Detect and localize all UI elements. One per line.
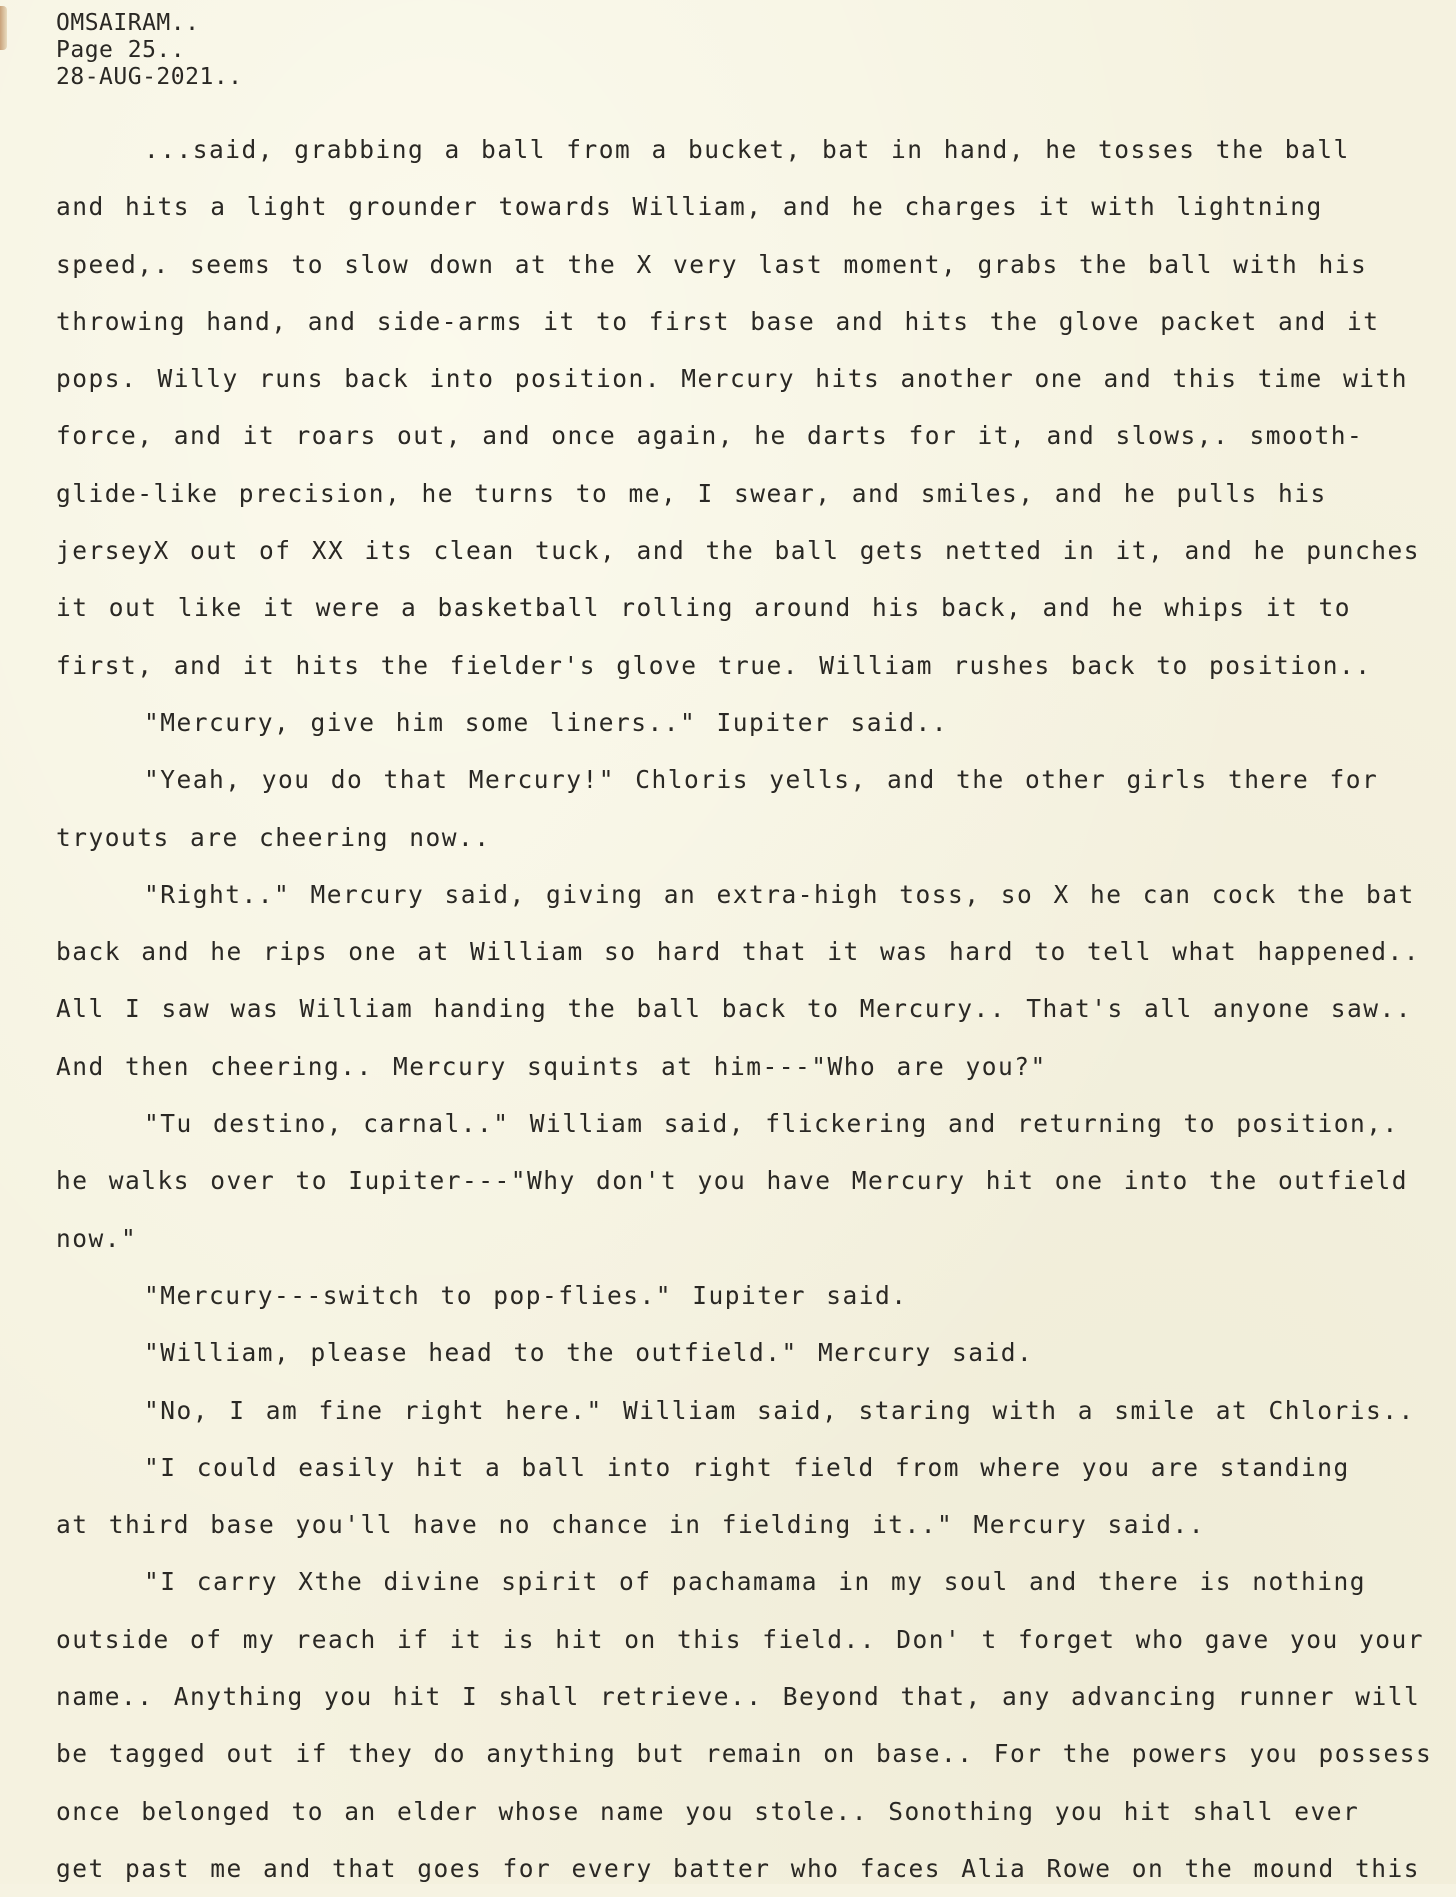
text-line: speed,. seems to slow down at the X very last moment, grabs the ball with his bbox=[56, 249, 1368, 279]
text-line: at third base you'll have no chance in fielding it.." Mercury said.. bbox=[56, 1510, 1206, 1540]
text-line: he walks over to Iupiter---"Why don't you have Mercury hit one into the outfield bbox=[56, 1166, 1409, 1196]
text-line: force, and it roars out, and once again, he darts for it, and slows,. smooth- bbox=[56, 421, 1364, 451]
text-line: "William, please head to the outfield." Mercury said. bbox=[144, 1338, 1034, 1368]
text-line: back and he rips one at William so hard that it was hard to tell what happened.. bbox=[56, 937, 1421, 967]
text-line: be tagged out if they do anything but remain on base.. For the powers you possess bbox=[56, 1739, 1433, 1769]
text-line: "Right.." Mercury said, giving an extra-high toss, so X he can cock the bat bbox=[144, 879, 1415, 909]
header-page-number: Page 25.. bbox=[56, 37, 186, 63]
text-line: first, and it hits the fielder's glove true. William rushes back to position.. bbox=[56, 650, 1372, 680]
text-line: glide-like precision, he turns to me, I swear, and smiles, and he pulls his bbox=[56, 478, 1327, 508]
text-line: All I saw was William handing the ball back to Mercury.. That's all anyone saw.. bbox=[56, 994, 1413, 1024]
page-header bbox=[56, 10, 243, 91]
header-title: OMSAIRAM.. bbox=[56, 10, 200, 36]
text-line: ...said, grabbing a ball from a bucket, bat in hand, he tosses the ball bbox=[144, 135, 1350, 164]
manuscript-body bbox=[56, 121, 1436, 1897]
text-line: "I could easily hit a ball into right field from where you are standing bbox=[144, 1452, 1350, 1482]
text-line: get past me and that goes for every batter who faces Alia Rowe on the mound this bbox=[56, 1853, 1421, 1883]
text-line: name.. Anything you hit I shall retrieve.. Beyond that, any advancing runner will bbox=[56, 1682, 1421, 1712]
header-date: 28-AUG-2021.. bbox=[56, 64, 243, 90]
text-line: pops. Willy runs back into position. Mercury hits another one and this time with bbox=[56, 364, 1409, 394]
text-line: "No, I am fine right here." William said, staring with a smile at Chloris.. bbox=[144, 1395, 1415, 1425]
text-line: tryouts are cheering now.. bbox=[56, 822, 491, 852]
text-line: and hits a light grounder towards William, and he charges it with lightning bbox=[56, 192, 1323, 222]
text-line: throwing hand, and side-arms it to first base and hits the glove packet and it bbox=[56, 306, 1380, 336]
text-line: "Mercury---switch to pop-flies." Iupiter said. bbox=[144, 1280, 908, 1310]
text-line: "I carry Xthe divine spirit of pachamama in my soul and there is nothing bbox=[144, 1567, 1367, 1597]
text-line: And then cheering.. Mercury squints at him---"Who are you?" bbox=[56, 1051, 1047, 1081]
text-line: outside of my reach if it is hit on this field.. Don' t forget who gave you your bbox=[56, 1624, 1425, 1654]
paper-edge-stain bbox=[0, 6, 7, 50]
text-line: "Mercury, give him some liners.." Iupiter said.. bbox=[144, 707, 949, 737]
text-line: "Tu destino, carnal.." William said, flickering and returning to position,. bbox=[144, 1109, 1399, 1139]
text-line: it out like it were a basketball rolling around his back, and he whips it to bbox=[56, 593, 1352, 623]
text-line: jerseyX out of XX its clean tuck, and the ball gets netted in it, and he punches bbox=[56, 536, 1421, 566]
text-line: now." bbox=[56, 1223, 138, 1253]
text-line: "Yeah, you do that Mercury!" Chloris yells, and the other girls there for bbox=[144, 765, 1379, 795]
text-line: once belonged to an elder whose name you stole.. Sonothing you hit shall ever bbox=[56, 1796, 1360, 1826]
